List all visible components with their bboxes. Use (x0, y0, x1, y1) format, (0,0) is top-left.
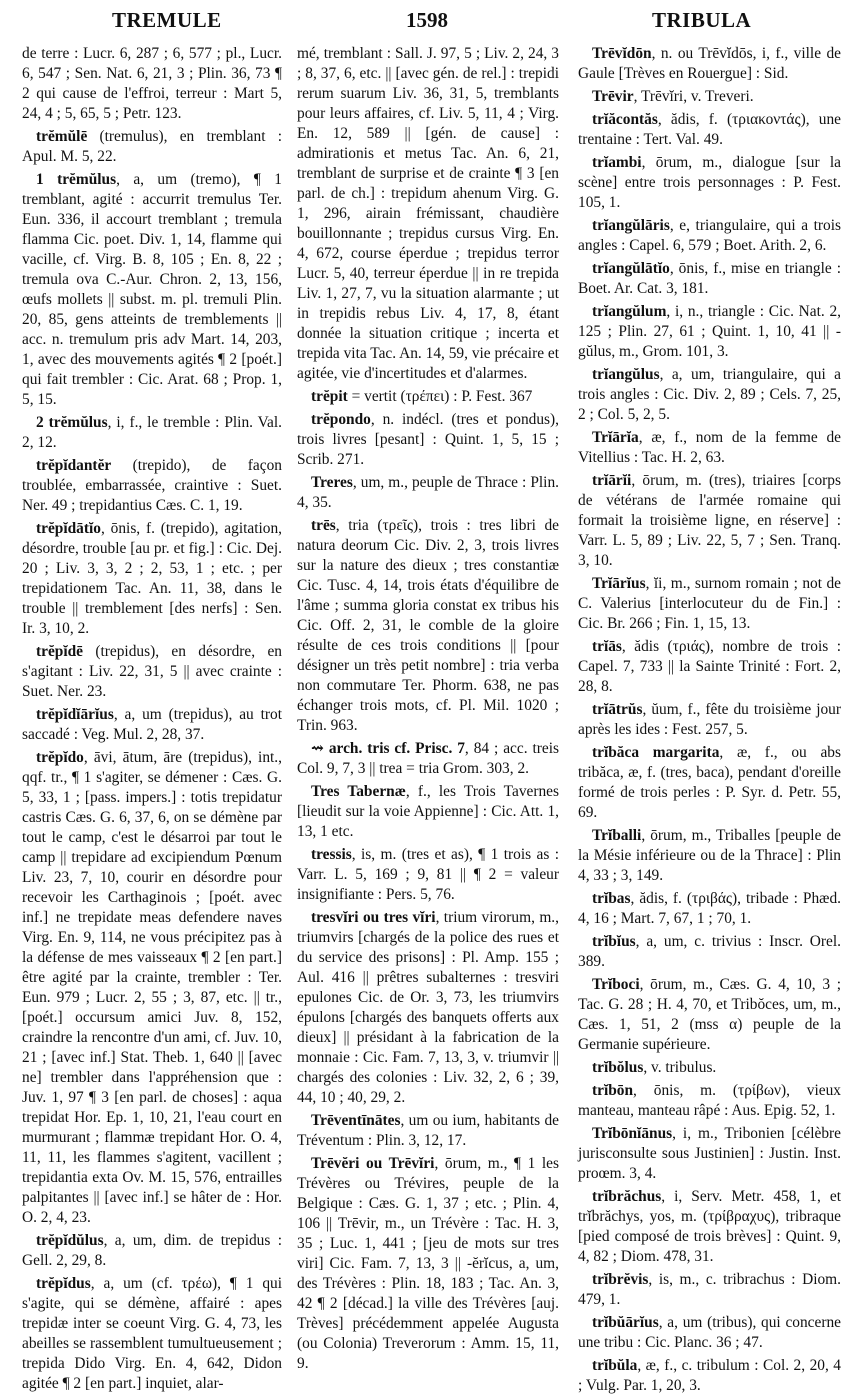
dictionary-entry: trĭbōn, ōnis, m. (τρίβων), vieux manteau, manteau râpé : Aus. Epig. 52, 1. (578, 1082, 841, 1119)
dictionary-entry: trĭbŭla, æ, f., c. tribulum : Col. 2, 20, 4 ; Vulg. Par. 1, 20, 3. (578, 1357, 841, 1394)
dictionary-entry: Trēventīnātes, um ou ium, habitants de Tréventum : Plin. 3, 12, 17. (297, 1112, 559, 1149)
dictionary-entry: Trĭārĭa, æ, f., nom de la femme de Vitellius : Tac. H. 2, 63. (578, 429, 841, 466)
dictionary-entry: trĕpĭdŭlus, a, um, dim. de trepidus : Gell. 2, 29, 8. (22, 1232, 282, 1269)
dictionary-entry: trĭbŏlus, v. tribulus. (592, 1059, 717, 1076)
dictionary-entry: Tres Tabernæ, f., les Trois Tavernes [lieudit sur la voie Appienne] : Cic. Att. 1, 13, 1 etc. (297, 783, 560, 840)
dictionary-entry: trĕpĭdātĭo, ōnis, f. (trepido), agitation, désordre, trouble [au pr. et fig.] : Cic. Dej. 20 ; Liv. 3, 3, 2 ; 2, 53, 1 ; etc. ; per trepidationem Tac. An. 11, 38, dans le trouble || tremblement [des nerfs] : Sen. Ir. 3, 10, 2. (22, 520, 282, 637)
dictionary-entry: trĭbrăchus, i, Serv. Metr. 458, 1, et trĭbrăchys, yos, m. (τρίβραχυς), tribraque [pied composé de trois brèves] : Quint. 9, 4, 82 ; Diom. 478, 31. (578, 1188, 841, 1265)
column-3 (578, 44, 841, 1394)
dictionary-entry: trĭambi, ōrum, m., dialogue [sur la scène] entre trois personnages : P. Fest. 105, 1. (578, 154, 841, 211)
dictionary-entry: ⇝ arch. tris cf. Prisc. 7, 84 ; acc. treis Col. 9, 7, 3 || trea = tria Grom. 303, 2. (297, 740, 559, 777)
column-1 (22, 44, 282, 1392)
dictionary-entry: 2 trĕmŭlus, i, f., le tremble : Plin. Val. 2, 12. (22, 414, 282, 451)
dictionary-entry: trĕpit = vertit (τρέπει) : P. Fest. 367 (311, 388, 533, 405)
header-last-word: TRIBULA (652, 8, 752, 32)
column-2 (297, 44, 560, 1372)
dictionary-entry: trĭbăca margarita, æ, f., ou abs tribăca, æ, f. (tres, baca), pendant d'oreille formé de trois perles : P. Syr. d. Petr. 55, 69. (578, 744, 841, 821)
dictionary-entry: de terre : Lucr. 6, 287 ; 6, 577 ; pl., Lucr. 6, 547 ; Sen. Nat. 6, 21, 3 ; Plin. 36, 73 ¶ 2 qui cause de l'effroi, terreur : Mart 5, 24, 4 ; 5, 65, 5 ; Petr. 123. (22, 45, 282, 122)
dictionary-entry: mé, tremblant : Sall. J. 97, 5 ; Liv. 2, 24, 3 ; 8, 37, 6, etc. || [avec gén. de rel.] : trepidi rerum suarum Liv. 36, 31, 5, tremblants pour leurs affaires, cf. Liv. 5, 11, 4 ; Virg. En. 12, 589 || [gén. de cause] : admirationis et metus Tac. An. 6, 21, tremblant de surprise et de crainte ¶ 3 [en parl. de ch.] : trepidum ahenum Virg. G. 1, 296, airain frémissant, chaudière bouillonnante ; trepidus cursus Virg. En. 4, 672, course éperdue ; trepidus terror Lucr. 5, 40, terreur éperdue || in re trepida Liv. 1, 27, 7, vu la situation alarmante ; ut in trepidis rebus Liv. 4, 17, 8, étant donnée la situation critique ; incerta et trepida vita Tac. An. 14, 59, vie précaire et agitée, vie d'incertitudes et d'alarmes. (297, 45, 559, 382)
dictionary-entry: trĭārĭi, ōrum, m. (tres), triaires [corps de vétérans de l'armée romaine qui formait la troisième ligne, en réserve] : Varr. L. 5, 89 ; Liv. 22, 5, 7 ; Sen. Tranq. 3, 10. (578, 472, 841, 569)
dictionary-entry: trĕpĭdē (trepidus), en désordre, en s'agitant : Liv. 22, 31, 5 || avec crainte : Suet. Ner. 23. (22, 643, 282, 700)
dictionary-entry: trĭbas, ădis, f. (τριβάς), tribade : Phæd. 4, 16 ; Mart. 7, 67, 1 ; 70, 1. (578, 890, 841, 927)
dictionary-entry: trĭātrŭs, ŭum, f., fête du troisième jour après les ides : Fest. 257, 5. (578, 701, 841, 738)
dictionary-entry: trĭbŭārĭus, a, um (tribus), qui concerne une tribu : Cic. Planc. 36 ; 47. (578, 1314, 841, 1351)
dictionary-entry: trĕmŭlē (tremulus), en tremblant : Apul. M. 5, 22. (22, 128, 282, 165)
header-first-word: TREMULE (112, 8, 222, 32)
dictionary-entry: tressis, is, m. (tres et as), ¶ 1 trois as : Varr. L. 5, 169 ; 9, 81 || ¶ 2 = valeur insignifiante : Pers. 5, 76. (297, 846, 559, 903)
dictionary-entry: trĭangŭlātĭo, ōnis, f., mise en triangle : Boet. Ar. Cat. 3, 181. (578, 260, 841, 297)
dictionary-entry: trĕpĭdantĕr (trepido), de façon troublée, embarrassée, craintive : Suet. Ner. 49 ; trepidantius Cæs. C. 1, 19. (22, 457, 282, 514)
dictionary-entry: trĭangŭlum, i, n., triangle : Cic. Nat. 2, 125 ; Plin. 27, 61 ; Quint. 1, 10, 41 || -gŭlus, m., Grom. 101, 3. (578, 303, 841, 360)
dictionary-entry: Trēvĕri ou Trēvĭri, ōrum, m., ¶ 1 les Trévères ou Trévires, peuple de la Belgique : Cæs. G. 1, 37 ; etc. ; Plin. 4, 106 || Trēvir, m., un Trévère : Tac. H. 3, 35 ; Luc. 1, 441 ; [jeu de mots sur tres viri] Cic. Fam. 7, 13, 3 || -ĕrĭcus, a, um, des Trévères : Plin. 18, 183 ; Tac. An. 3, 42 ¶ 2 [décad.] la ville des Trévères [auj. Trèves] précédemment appelée Augusta (ou Colonia) Treverorum : Amm. 15, 11, 9. (297, 1155, 559, 1372)
page-number: 1598 (406, 8, 448, 32)
dictionary-entry: Trēvĭdōn, n. ou Trēvĭdōs, i, f., ville de Gaule [Trèves en Rouergue] : Sid. (578, 45, 841, 82)
dictionary-entry: trĭbrĕvis, is, m., c. tribrachus : Diom. 479, 1. (578, 1271, 841, 1308)
dictionary-entry: trēs, tria (τρεῖς), trois : tres libri de natura deorum Cic. Div. 2, 3, trois livres sur la nature des dieux ; tres constantiæ Cic. Tusc. 4, 14, trois états d'équilibre de l'âme ; summa gloria constat ex tribus his Cic. Off. 2, 31, le comble de la gloire résulte de ces trois conditions || [pour désigner un très petit nombre] : tria verba non commutare Ter. Phorm. 638, ne pas échanger trois mots, cf. Pl. Mil. 1020 ; Trin. 963. (297, 517, 559, 734)
dictionary-entry: Trēvir, Trēvĭri, v. Treveri. (592, 88, 754, 105)
dictionary-entry: trĭbĭus, a, um, c. trivius : Inscr. Orel. 389. (578, 933, 841, 970)
page-header (0, 0, 854, 40)
dictionary-entry: trĕpĭdo, āvi, ātum, āre (trepidus), int., qqf. tr., ¶ 1 s'agiter, se démener : Cæs. G. 5, 33, 1 ; [pass. impers.] : totis trepidatur castris Cæs. G. 6, 37, 6, on se démène par tout le camp, c'est le désarroi par tout le camp || trepidare ad excipiendum Pœnum Liv. 23, 7, 10, courir en désordre pour recevoir les Carthaginois ; [poét. avec inf.] ne trepidate meas defendere naves Virg. En. 9, 114, ne vous précipitez pas à la défense de mes vaisseaux ¶ 2 [en part.] être agité par la crainte, trembler : Ter. Eun. 979 ; Lucr. 2, 55 ; 3, 87, etc. || tr., [poét.] occursum amici Juv. 8, 152, craindre la rencontre d'un ami, cf. Juv. 10, 21 ; [avec inf.] Stat. Theb. 1, 640 || [avec ne] trembler dans l'appréhension que : Juv. 1, 97 ¶ 3 [en parl. de choses] : aqua trepidat Hor. Ep. 1, 10, 21, l'eau court en murmurant ; flammæ trepidant Hor. O. 4, 11, 11, les flammes s'agitent, vacillent ; trepidantia exta Ov. M. 15, 576, entrailles palpitantes || [avec inf.] se hâter de : Hor. O. 2, 4, 23. (22, 749, 282, 1226)
dictionary-entry: trĭangŭlāris, e, triangulaire, qui a trois angles : Capel. 6, 579 ; Boet. Arith. 2, 6. (578, 217, 841, 254)
dictionary-entry: Trĭbōnĭānus, i, m., Tribonien [célèbre jurisconsulte sous Justinien] : Justin. Inst. proœm. 3, 4. (578, 1125, 841, 1182)
dictionary-entry: Treres, um, m., peuple de Thrace : Plin. 4, 35. (297, 474, 559, 511)
dictionary-entry: Trĭārĭus, ĭi, m., surnom romain ; not de C. Valerius [interlocuteur du de Fin.] : Cic. Br. 266 ; Fin. 1, 15, 13. (578, 575, 841, 632)
dictionary-entry: Trĭballi, ōrum, m., Triballes [peuple de la Mésie inférieure ou de la Thrace] : Plin 4, 33 ; 3, 149. (578, 827, 841, 884)
dictionary-entry: 1 trĕmŭlus, a, um (tremo), ¶ 1 tremblant, agité : accurrit tremulus Ter. Eun. 336, il accourt tremblant ; tremula flamma Cic. poet. Div. 1, 14, flamme qui vacille, cf. Virg. B. 8, 105 ; En. 8, 22 ; tremula ova C.-Aur. Chron. 2, 13, 156, œufs mollets || subst. m. pl. tremuli Plin. 20, 85, gens atteints de tremblements || acc. n. tremulum pris adv Mart. 14, 203, 1, avec des mouvements agités ¶ 2 [poét.] qui fait trembler : Cic. Arat. 68 ; Prop. 1, 5, 15. (22, 171, 282, 408)
dictionary-entry: trĕpondo, n. indécl. (tres et pondus), trois livres [pesant] : Quint. 1, 5, 15 ; Scrib. 271. (297, 411, 559, 468)
dictionary-entry: trĕpĭdus, a, um (cf. τρέω), ¶ 1 qui s'agite, qui se démène, affairé : apes trepidæ inter se coeunt Virg. G. 4, 73, les abeilles se rassemblent tumultueusement ; trepida Dido Virg. En. 4, 642, Didon agitée ¶ 2 [en part.] inquiet, alar- (22, 1275, 282, 1392)
dictionary-entry: trĕpĭdĭārĭus, a, um (trepidus), au trot saccadé : Veg. Mul. 2, 28, 37. (22, 706, 282, 743)
dictionary-entry: trĭās, ădis (τριάς), nombre de trois : Capel. 7, 733 || la Sainte Trinité : Fort. 2, 28, 8. (578, 638, 841, 695)
dictionary-entry: trĭăcontăs, ădis, f. (τριακοντάς), une trentaine : Tert. Val. 49. (578, 111, 841, 148)
dictionary-entry: tresvĭri ou tres vĭri, trium virorum, m., triumvirs [chargés de la police des rues et du service des prisons] : Pl. Amp. 155 ; Aul. 416 || prêtres subalternes : tresviri epulones Cic. de Or. 3, 73, les triumvirs épulons [chargés des banquets offerts aux dieux] || présidant à la fabrication de la monnaie : Cic. Fam. 7, 13, 3, v. triumvir || chargés des colonies : Liv. 32, 2, 6 ; 39, 44, 10 ; 40, 29, 2. (297, 909, 559, 1106)
dictionary-entry: trĭangŭlus, a, um, triangulaire, qui a trois angles : Cic. Div. 2, 89 ; Cels. 7, 25, 2 ; Col. 5, 2, 5. (578, 366, 841, 423)
dictionary-entry: Trĭboci, ōrum, m., Cæs. G. 4, 10, 3 ; Tac. G. 28 ; H. 4, 70, et Tribŏces, um, m., Cæs. 1, 51, 2 (mss α) peuple de la Germanie supérieure. (578, 976, 841, 1053)
